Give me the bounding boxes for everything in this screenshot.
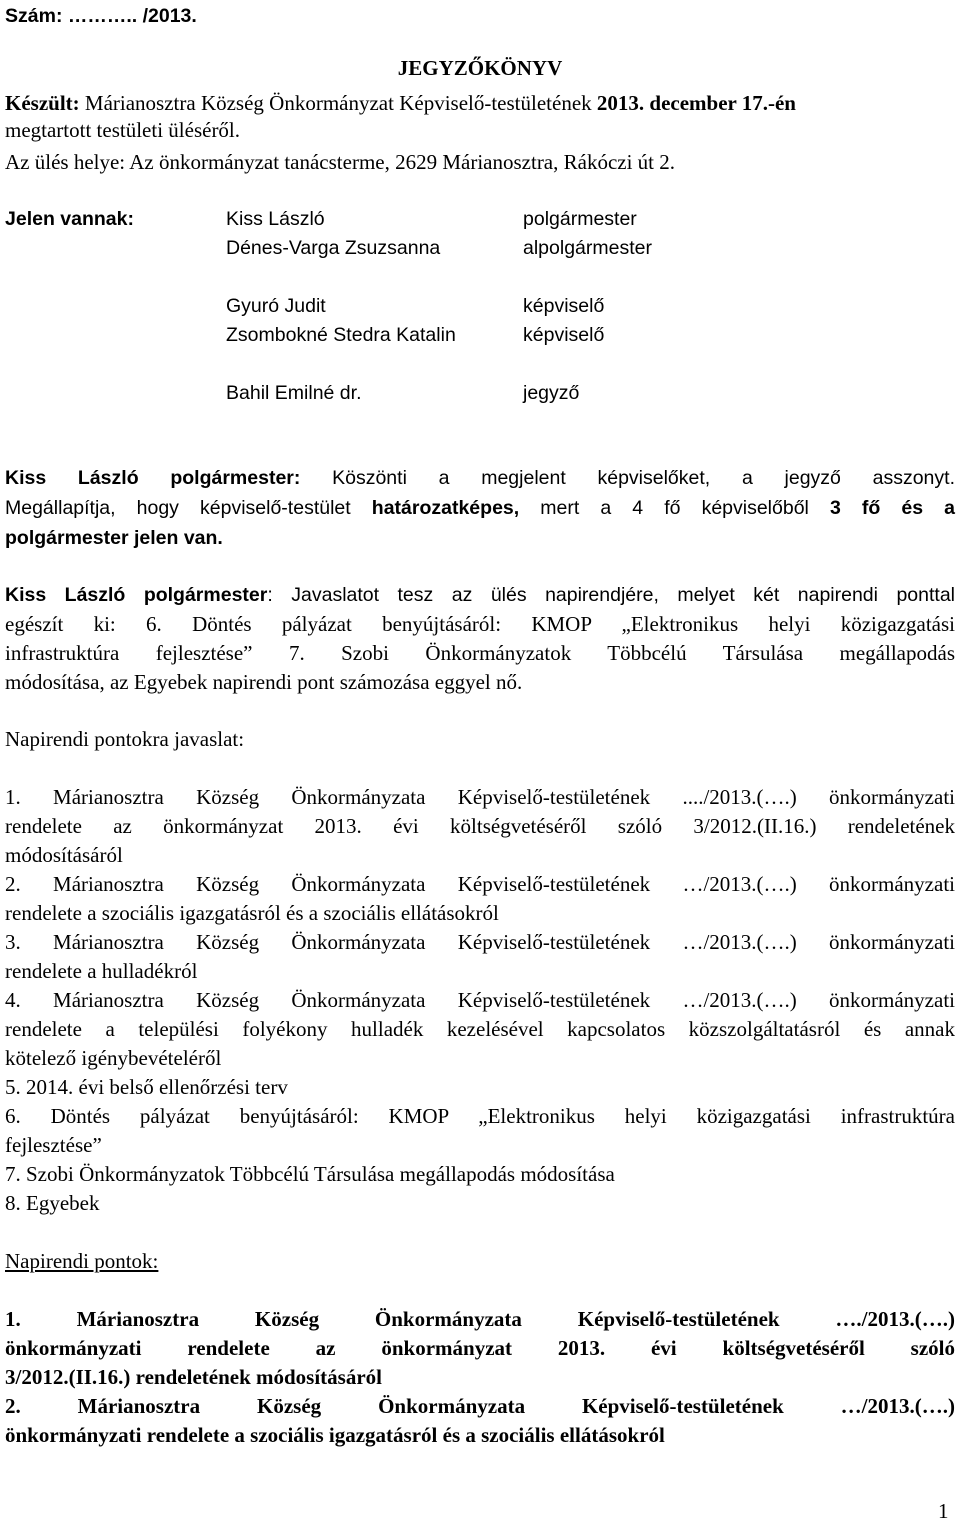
proposal-line: 1. Márianosztra Község Önkormányzata Képviselő-testületének ..../2013.(….) önkormányzati [5, 785, 955, 809]
attendee-name: Bahil Emilné dr. [226, 382, 362, 404]
para2-line-4: módosítása, az Egyebek napirendi pont számozása eggyel nő. [5, 670, 523, 694]
proposal-line: 8. Egyebek [5, 1191, 100, 1215]
page-number: 1 [938, 1499, 949, 1523]
attendee-name: Zsombokné Stedra Katalin [226, 324, 456, 346]
para-text: mert a 4 fő képviselőből [540, 497, 809, 519]
attendee-role: jegyző [523, 382, 580, 404]
proposal-line: 7. Szobi Önkormányzatok Többcélú Társulása megállapodás módosítása [5, 1162, 615, 1186]
agenda-line: 1. Márianosztra Község Önkormányzata Képviselő-testületének …./2013.(….) [5, 1307, 955, 1331]
proposal-line: fejlesztése” [5, 1133, 102, 1157]
agenda-line: 3/2012.(II.16.) rendeletének módosításáról [5, 1365, 383, 1389]
para2-line-2: egészít ki: 6. Döntés pályázat benyújtásáról: KMOP „Elektronikus helyi közigazgatási [5, 612, 955, 636]
para-text: Köszönti a megjelent képviselőket, a jegyző asszonyt. [332, 467, 955, 489]
agenda-heading: Napirendi pontok: [5, 1249, 159, 1273]
attendance-label: Jelen vannak: [5, 208, 134, 230]
keszult-line [5, 91, 796, 115]
proposal-line: 6. Döntés pályázat benyújtásáról: KMOP „Elektronikus helyi közigazgatási infrastruktúra [5, 1104, 955, 1128]
proposal-heading: Napirendi pontokra javaslat: [5, 727, 245, 751]
attendee-role: képviselő [523, 295, 605, 317]
proposal-line: rendelete a települési folyékony hulladék kezelésével kapcsolatos közszolgáltatásról és annak [5, 1017, 955, 1041]
proposal-line: 5. 2014. évi belső ellenőrzési terv [5, 1075, 288, 1099]
agenda-line: önkormányzati rendelete az önkormányzat 2013. évi költségvetéséről szóló [5, 1336, 955, 1360]
proposal-line: 3. Márianosztra Község Önkormányzata Képviselő-testületének …/2013.(….) önkormányzati [5, 930, 955, 954]
keszult-text: Márianosztra Község Önkormányzat Képviselő-testületének [84, 91, 592, 115]
para1-line-2 [5, 496, 955, 520]
quorum-term: határozatképes, [371, 497, 520, 519]
para1-line-3: polgármester jelen van. [5, 527, 223, 549]
meeting-location: Az ülés helye: Az önkormányzat tanácsterme, 2629 Márianosztra, Rákóczi út 2. [5, 150, 676, 174]
keszult-date: 2013. december 17. [596, 91, 768, 115]
keszult-line-2: megtartott testületi üléséről. [5, 118, 241, 142]
para-text: : Javaslatot tesz az ülés napirendjére, melyet két napirendi ponttal [267, 584, 956, 606]
para1-line-1 [5, 466, 955, 490]
para2-line-3: infrastruktúra fejlesztése” 7. Szobi Önkormányzatok Többcélú Társulása megállapodás [5, 641, 955, 665]
keszult-suffix: -én [767, 91, 796, 115]
document-number: Szám: ……….. /2013. [5, 5, 197, 27]
proposal-line: rendelete az önkormányzat 2013. évi költségvetéséről szóló 3/2012.(II.16.) rendeletének [5, 814, 955, 838]
proposal-line: módosításáról [5, 843, 123, 867]
attendee-role: képviselő [523, 324, 605, 346]
agenda-line: 2. Márianosztra Község Önkormányzata Képviselő-testületének …/2013.(….) [5, 1394, 955, 1418]
proposal-line: rendelete a szociális igazgatásról és a szociális ellátásokról [5, 901, 499, 925]
proposal-line: 4. Márianosztra Község Önkormányzata Képviselő-testületének …/2013.(….) önkormányzati [5, 988, 955, 1012]
speaker-name: Kiss László polgármester [5, 584, 268, 606]
speaker-name: Kiss László polgármester: [5, 467, 301, 489]
attendee-name: Dénes-Varga Zsuzsanna [226, 237, 441, 259]
proposal-line: rendelete a hulladékról [5, 959, 198, 983]
attendee-role: polgármester [523, 208, 637, 230]
quorum-count: 3 fő és a [829, 497, 956, 519]
para2-line-1 [5, 583, 955, 607]
attendee-name: Kiss László [226, 208, 325, 230]
keszult-label: Készült: [5, 91, 80, 115]
attendee-name: Gyuró Judit [226, 295, 326, 317]
para-text: Megállapítja, hogy képviselő-testület [5, 497, 351, 519]
attendee-role: alpolgármester [523, 237, 652, 259]
proposal-line: 2. Márianosztra Község Önkormányzata Képviselő-testületének …/2013.(….) önkormányzati [5, 872, 955, 896]
agenda-line: önkormányzati rendelete a szociális igazgatásról és a szociális ellátásokról [5, 1423, 665, 1447]
document-title: JEGYZŐKÖNYV [397, 56, 563, 80]
proposal-line: kötelező igénybevételéről [5, 1046, 222, 1070]
